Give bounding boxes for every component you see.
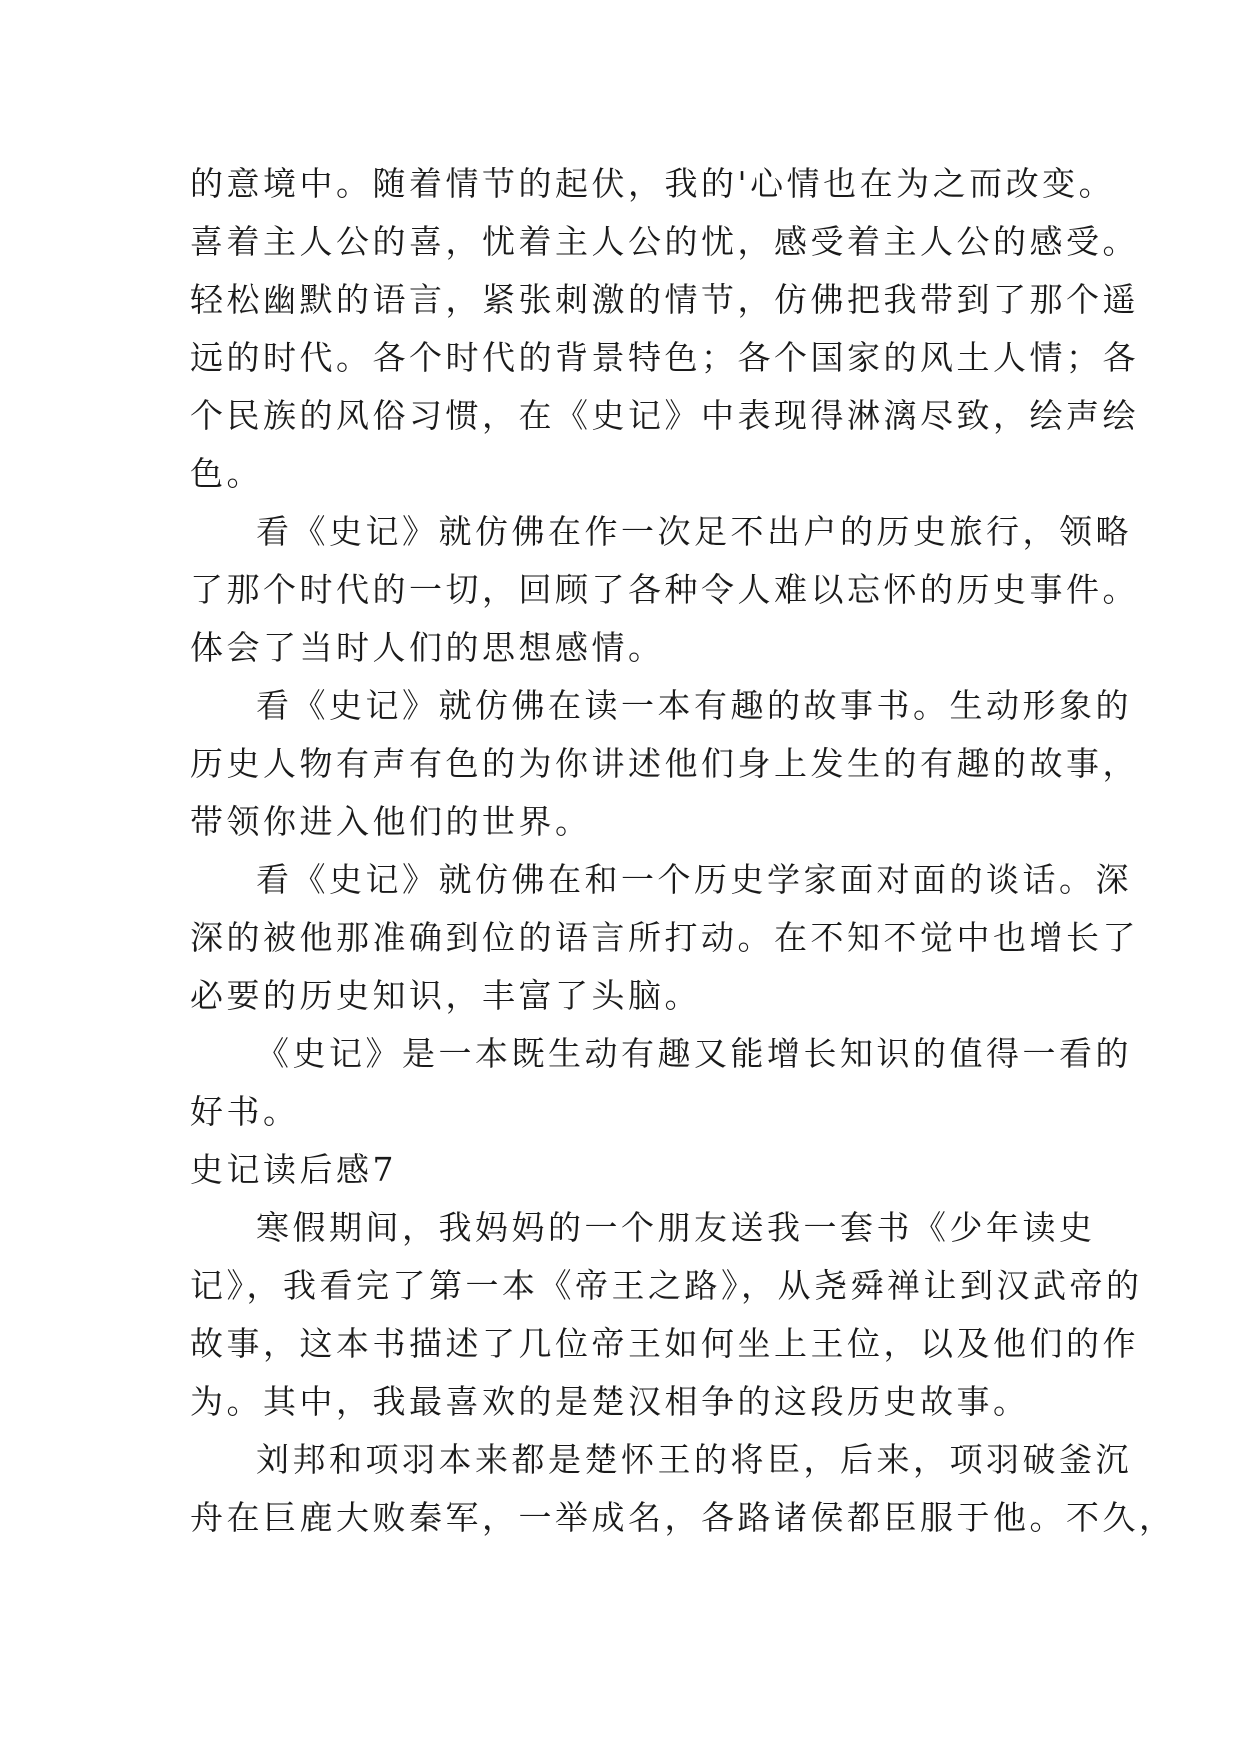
- text-line: 色。: [190, 454, 263, 493]
- text-line: 远的时代。各个时代的背景特色；各个国家的风土人情；各: [190, 338, 1139, 377]
- text-line: 带领你进入他们的世界。: [190, 802, 592, 841]
- text-line: 喜着主人公的喜，忧着主人公的忧，感受着主人公的感受。: [190, 222, 1139, 261]
- text-line: 历史人物有声有色的为你讲述他们身上发生的有趣的故事，: [190, 744, 1139, 783]
- paragraph-start-line: 寒假期间，我妈妈的一个朋友送我一套书《少年读史: [256, 1208, 1096, 1247]
- text-line: 深的被他那准确到位的语言所打动。在不知不觉中也增长了: [190, 918, 1139, 957]
- body-text: [190, 155, 1176, 1547]
- text-line: 了那个时代的一切，回顾了各种令人难以忘怀的历史事件。: [190, 570, 1139, 609]
- text-line: 必要的历史知识，丰富了头脑。: [190, 976, 701, 1015]
- text-line: 记》，我看完了第一本《帝王之路》，从尧舜禅让到汉武帝的: [190, 1266, 1143, 1305]
- text-line: 好书。: [190, 1092, 300, 1131]
- paragraph-start-line: 看《史记》就仿佛在作一次足不出户的历史旅行，领略: [256, 512, 1132, 551]
- paragraph-start-line: 《史记》是一本既生动有趣又能增长知识的值得一看的: [256, 1034, 1132, 1073]
- paragraph-start-line: 看《史记》就仿佛在和一个历史学家面对面的谈话。深: [256, 860, 1132, 899]
- text-line: 舟在巨鹿大败秦军，一举成名，各路诸侯都臣服于他。不久，: [190, 1498, 1176, 1537]
- paragraph-start-line: 刘邦和项羽本来都是楚怀王的将臣，后来，项羽破釜沉: [256, 1440, 1132, 1479]
- text-line: 故事，这本书描述了几位帝王如何坐上王位，以及他们的作: [190, 1324, 1139, 1363]
- text-line: 个民族的风俗习惯，在《史记》中表现得淋漓尽致，绘声绘: [190, 396, 1139, 435]
- text-line: 的意境中。随着情节的起伏，我的'心情也在为之而改变。: [190, 164, 1116, 203]
- text-line: 轻松幽默的语言，紧张刺激的情节，仿佛把我带到了那个遥: [190, 280, 1139, 319]
- paragraph-start-line: 看《史记》就仿佛在读一本有趣的故事书。生动形象的: [256, 686, 1132, 725]
- text-line: 为。其中，我最喜欢的是楚汉相争的这段历史故事。: [190, 1382, 1030, 1421]
- section-heading: 史记读后感7: [190, 1150, 397, 1189]
- text-line: 体会了当时人们的思想感情。: [190, 628, 665, 667]
